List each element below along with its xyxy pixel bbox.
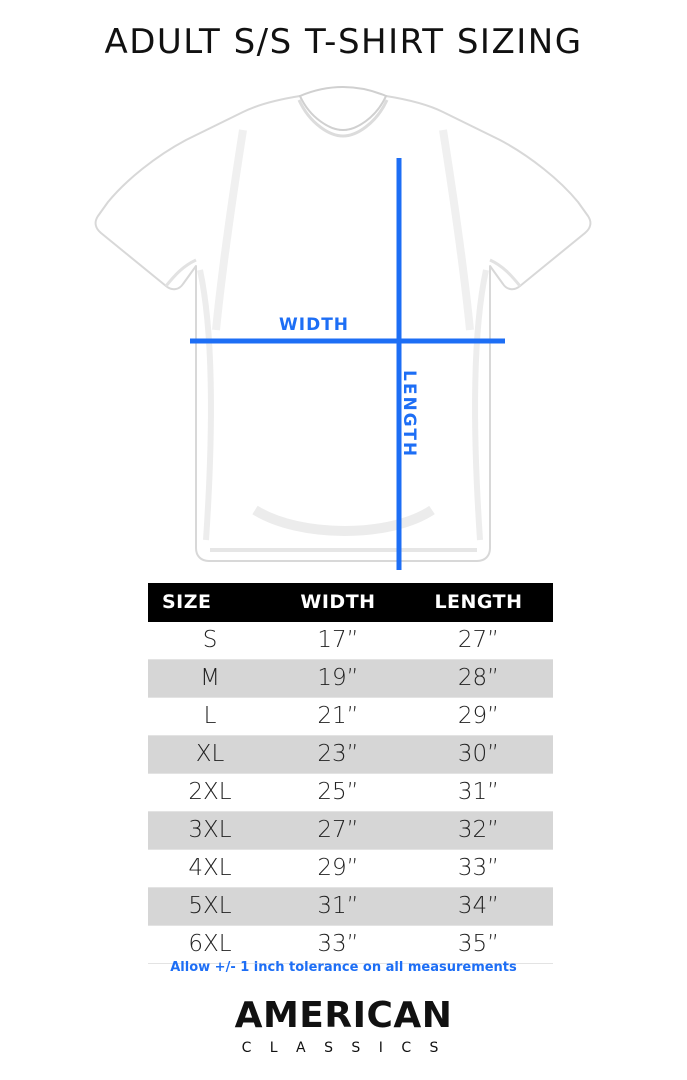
size-table: [148, 583, 553, 964]
cell-size: XL: [148, 736, 272, 774]
header-length: LENGTH: [404, 583, 553, 622]
brand-name: AMERICAN: [234, 995, 453, 1036]
cell-length: 31”: [404, 774, 553, 812]
table-row: [148, 736, 553, 774]
cell-width: 31”: [272, 888, 404, 926]
cell-length: 27”: [404, 622, 553, 660]
cell-width: 17”: [272, 622, 404, 660]
cell-size: 2XL: [148, 774, 272, 812]
table-row: [148, 622, 553, 660]
cell-size: 5XL: [148, 888, 272, 926]
table-row: [148, 812, 553, 850]
table-row: [148, 660, 553, 698]
brand-logo: [0, 995, 687, 1056]
cell-width: 23”: [272, 736, 404, 774]
size-table-head: [148, 583, 553, 622]
table-row: [148, 888, 553, 926]
cell-length: 32”: [404, 812, 553, 850]
page-title: ADULT S/S T-SHIRT SIZING: [104, 22, 583, 62]
cell-size: 3XL: [148, 812, 272, 850]
cell-length: 30”: [404, 736, 553, 774]
tolerance-note: Allow +/- 1 inch tolerance on all measurements: [170, 960, 517, 975]
cell-length: 33”: [404, 850, 553, 888]
table-row: [148, 850, 553, 888]
table-row: [148, 774, 553, 812]
length-label: LENGTH: [399, 370, 419, 459]
cell-width: 27”: [272, 812, 404, 850]
brand-subtitle: C L A S S I C S: [241, 1040, 446, 1056]
size-table-body: [148, 622, 553, 964]
tshirt-diagram: [0, 70, 687, 570]
cell-length: 34”: [404, 888, 553, 926]
cell-size: 4XL: [148, 850, 272, 888]
cell-length: 29”: [404, 698, 553, 736]
table-row: [148, 926, 553, 964]
cell-width: 21”: [272, 698, 404, 736]
cell-width: 33”: [272, 926, 404, 964]
cell-width: 19”: [272, 660, 404, 698]
cell-length: 35”: [404, 926, 553, 964]
cell-width: 25”: [272, 774, 404, 812]
cell-length: 28”: [404, 660, 553, 698]
header-size: SIZE: [148, 583, 272, 622]
cell-size: M: [148, 660, 272, 698]
table-header-row: [148, 583, 553, 622]
cell-size: S: [148, 622, 272, 660]
header-width: WIDTH: [272, 583, 404, 622]
cell-size: 6XL: [148, 926, 272, 964]
cell-size: L: [148, 698, 272, 736]
size-table-wrapper: [148, 583, 539, 964]
table-row: [148, 698, 553, 736]
cell-width: 29”: [272, 850, 404, 888]
width-label: WIDTH: [279, 315, 350, 335]
